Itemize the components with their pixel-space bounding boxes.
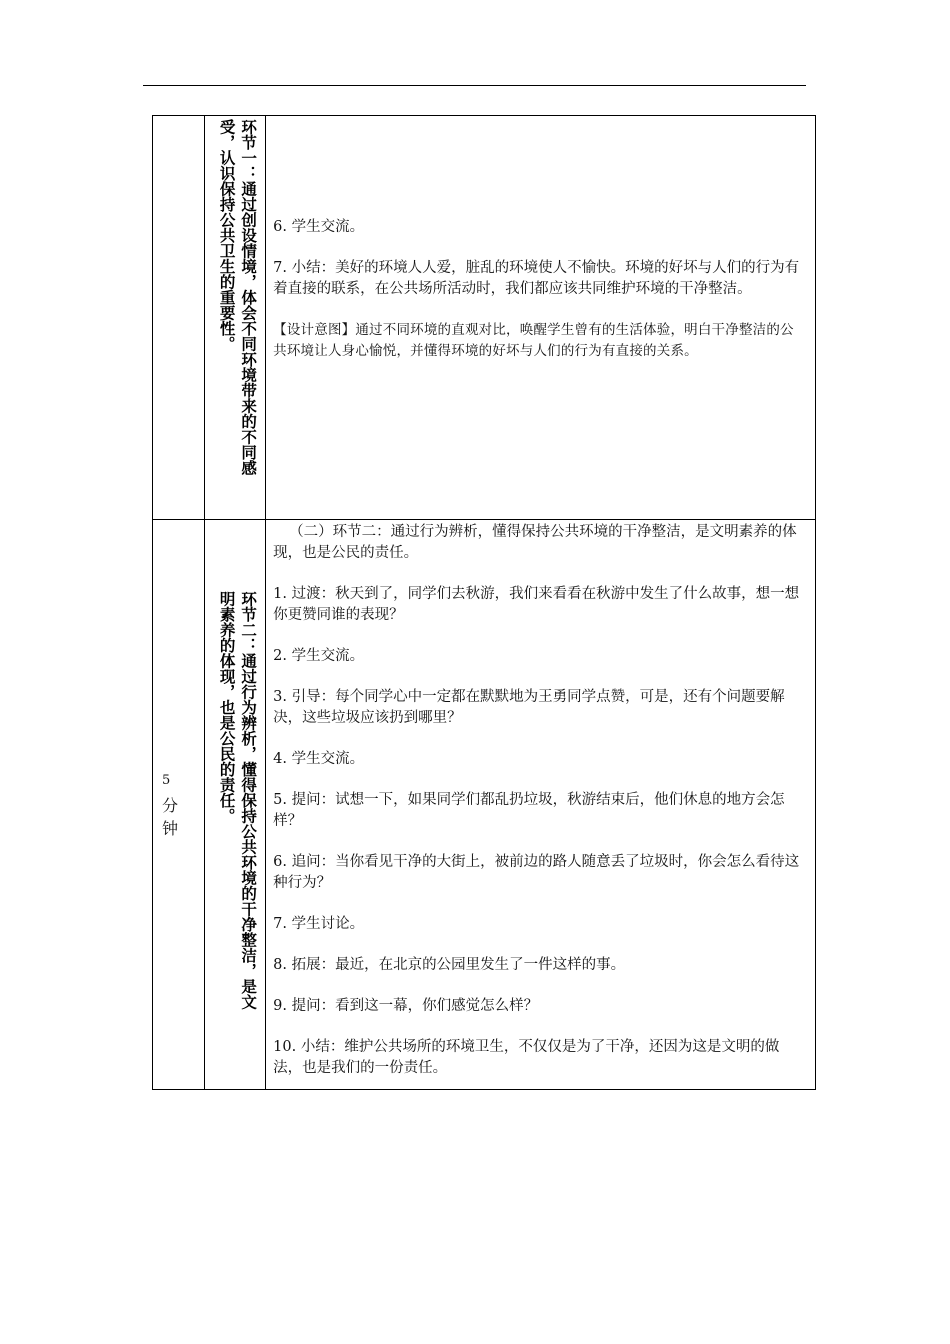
step-text: 7. 小结：美好的环境人人爱，脏乱的环境使人不愉快。环境的好坏与人们的行为有着直接的联系，在公共场所活动时，我们都应该共同维护环境的干净整洁。	[273, 260, 800, 297]
process-cell	[266, 520, 816, 1090]
step-text: 4. 学生交流。	[273, 751, 365, 767]
section-intro: （二）环节二：通过行为辨析，懂得保持公共环境的干净整洁，是文明素养的体现，也是公民的责任。	[273, 524, 797, 561]
step-text: 1. 过渡：秋天到了，同学们去秋游，我们来看看在秋游中发生了什么故事，想一想你更赞同谁的表现？	[273, 586, 800, 623]
header-rule	[143, 85, 806, 86]
goal-cell	[205, 520, 266, 1090]
step-text: 3. 引导：每个同学心中一定都在默默地为王勇同学点赞，可是，还有个问题要解决，这些垃圾应该扔到哪里？	[273, 689, 785, 726]
step-text: 8. 拓展：最近，在北京的公园里发生了一件这样的事。	[273, 957, 626, 973]
step-text: 2. 学生交流。	[273, 648, 365, 664]
step-text: 9. 提问：看到这一幕，你们感觉怎么样？	[273, 998, 539, 1014]
goal-text: 环节二：通过行为辨析，懂得保持公共环境的干净整洁，是文明素养的体现，也是公民的责任。	[217, 591, 258, 1010]
step-text: 10. 小结：维护公共场所的环境卫生，不仅仅是为了干净，还因为这是文明的做法，也是我们的一份责任。	[273, 1039, 780, 1076]
process-cell	[266, 116, 816, 520]
time-number: 5	[162, 773, 171, 788]
table-row	[153, 116, 816, 520]
goal-cell	[205, 116, 266, 520]
design-intent: 【设计意图】通过不同环境的直观对比，唤醒学生曾有的生活体验，明白干净整洁的公共环境让人身心愉悦，并懂得环境的好坏与人们的行为有直接的关系。	[273, 322, 794, 359]
time-unit: 分钟	[162, 796, 179, 838]
step-text: 7. 学生讨论。	[273, 916, 365, 932]
step-text: 6. 追问：当你看见干净的大街上，被前边的路人随意丢了垃圾时，你会怎么看待这种行为？	[273, 854, 800, 891]
step-text: 6. 学生交流。	[273, 219, 365, 235]
time-cell	[153, 520, 205, 1090]
step-text: 5. 提问：试想一下，如果同学们都乱扔垃圾，秋游结束后，他们休息的地方会怎样？	[273, 792, 785, 829]
table-row	[153, 520, 816, 1090]
time-cell	[153, 116, 205, 520]
goal-text: 环节一：通过创设情境，体会不同环境带来的不同感受，认识保持公共卫生的重要性。	[217, 119, 258, 476]
lesson-plan-table	[152, 115, 816, 1090]
